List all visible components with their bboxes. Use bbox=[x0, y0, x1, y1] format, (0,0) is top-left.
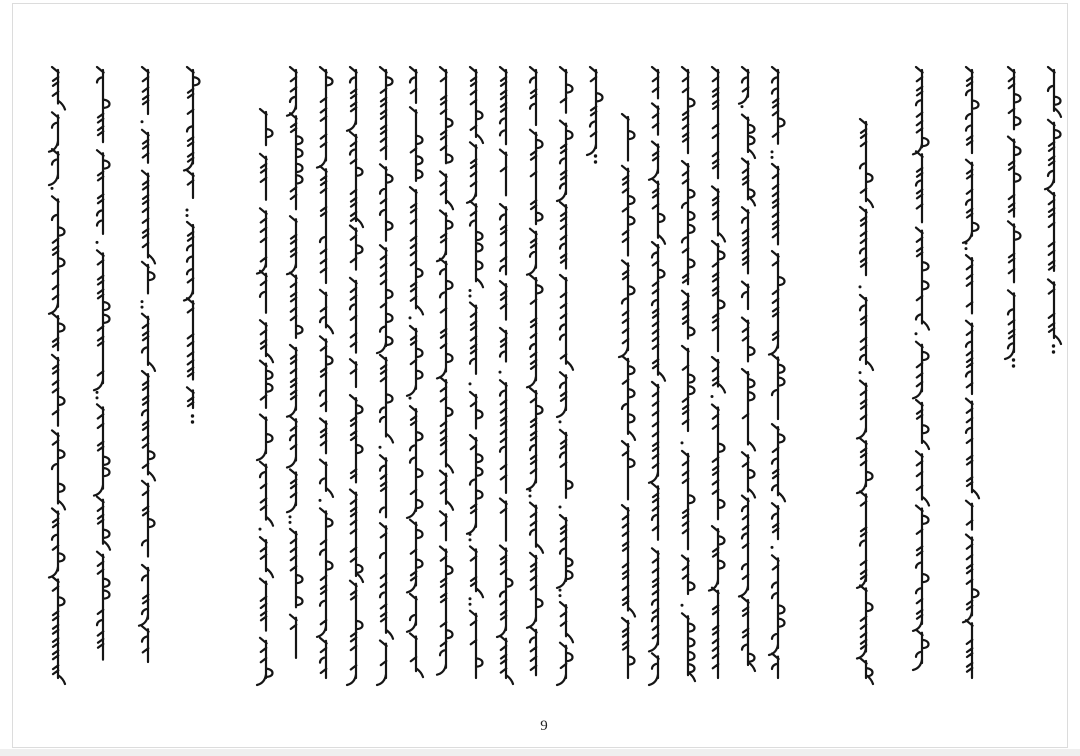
text-column bbox=[681, 67, 696, 681]
text-column bbox=[287, 67, 303, 658]
text-column bbox=[557, 67, 573, 685]
text-column bbox=[257, 109, 273, 685]
text-column bbox=[377, 67, 393, 685]
text-column bbox=[619, 114, 635, 678]
text-column bbox=[913, 67, 929, 670]
text-column bbox=[139, 67, 155, 662]
page-number: 9 bbox=[540, 718, 548, 734]
text-column bbox=[649, 67, 665, 685]
text-column bbox=[49, 67, 65, 684]
text-column bbox=[407, 67, 423, 677]
text-column bbox=[1005, 67, 1021, 368]
text-column bbox=[857, 119, 873, 684]
text-column bbox=[769, 67, 785, 678]
text-column bbox=[437, 67, 453, 675]
text-column bbox=[94, 67, 110, 660]
text-column bbox=[739, 67, 755, 671]
text-column bbox=[963, 67, 979, 678]
text-column bbox=[587, 67, 603, 164]
text-column bbox=[497, 67, 513, 684]
text-column bbox=[347, 67, 363, 685]
text-column bbox=[1045, 67, 1061, 354]
text-column bbox=[184, 67, 200, 424]
text-column bbox=[317, 67, 333, 678]
text-column bbox=[527, 67, 543, 675]
text-column bbox=[709, 67, 725, 678]
text-column bbox=[467, 67, 483, 678]
